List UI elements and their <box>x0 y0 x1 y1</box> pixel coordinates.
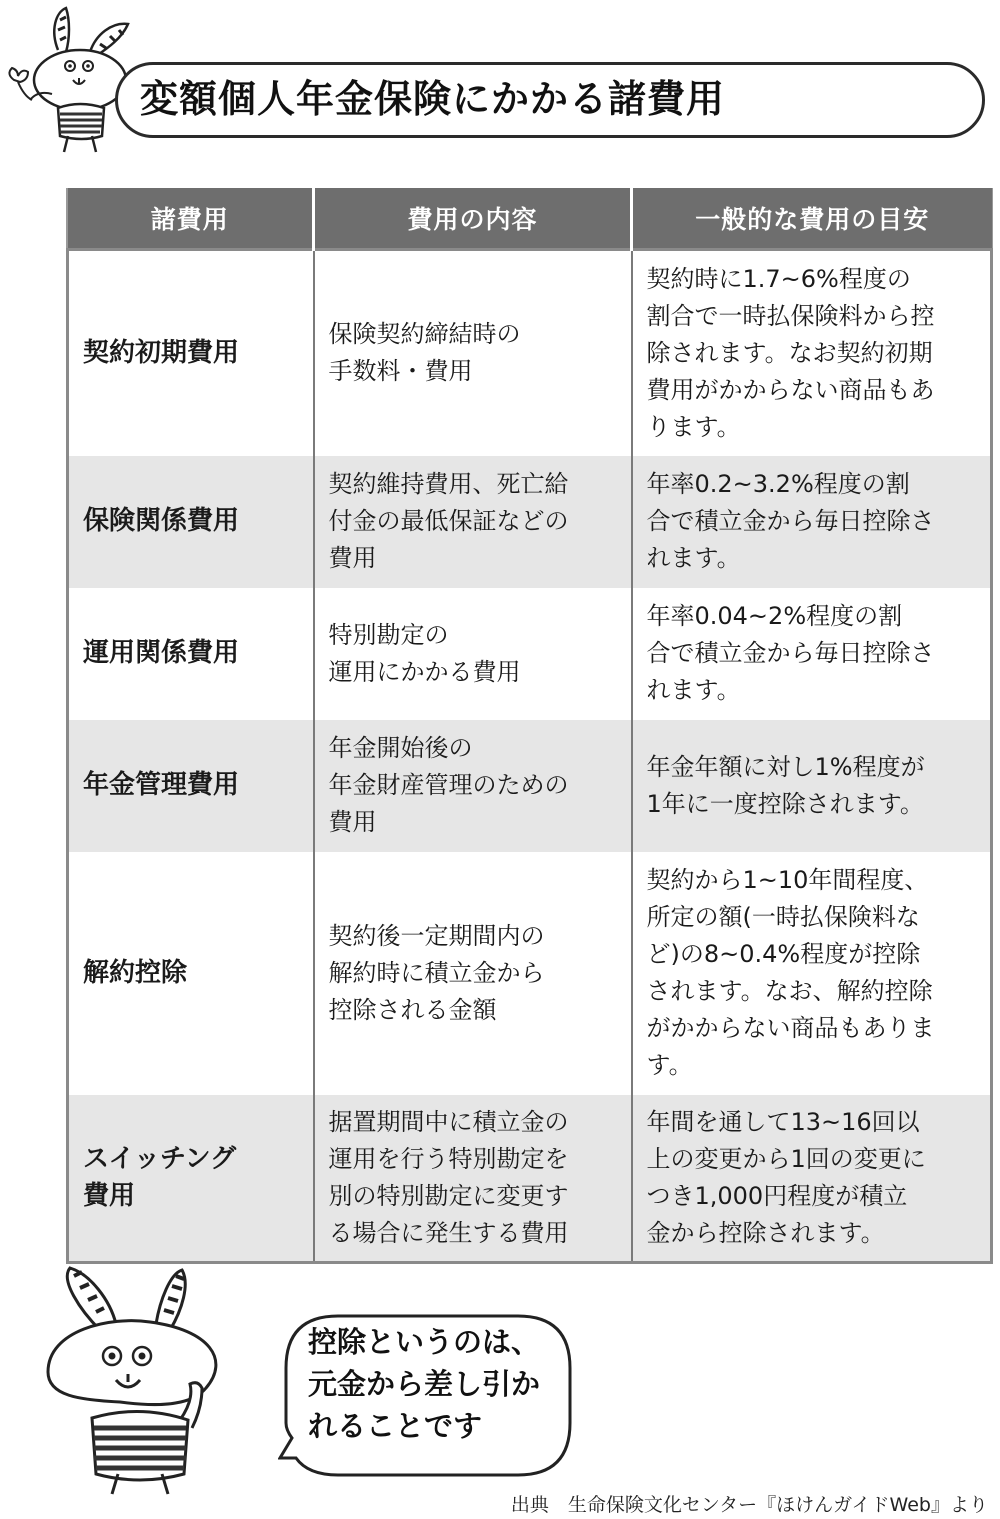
table-row <box>68 1095 992 1263</box>
table-row <box>68 250 992 456</box>
cost-guide-cell: 契約から1~10年間程度、 所定の額(一時払保険料な ど)の8~0.4%程度が控除 されます。なお、解約控除 がかからない商品もありま す。 <box>632 852 992 1095</box>
cost-name-cell: 解約控除 <box>68 852 314 1095</box>
cost-guide-cell: 年率0.04~2%程度の割 合で積立金から毎日控除さ れます。 <box>632 588 992 720</box>
costs-table <box>66 188 993 1264</box>
speech-bubble-text: 控除というのは、 元金から差し引か れることです <box>308 1325 541 1443</box>
cost-guide-cell: 契約時に1.7~6%程度の 割合で一時払保険料から控 除されます。なお契約初期 費用がかからない商品もあ ります。 <box>632 250 992 456</box>
header-cost-content: 費用の内容 <box>314 188 632 250</box>
cost-content-cell: 年金開始後の 年金財産管理のための 費用 <box>314 720 632 852</box>
table-row <box>68 720 992 852</box>
cost-name-cell: 年金管理費用 <box>68 720 314 852</box>
cost-content-cell: 据置期間中に積立金の 運用を行う特別勘定を 別の特別勘定に変更す る場合に発生する費用 <box>314 1095 632 1263</box>
header-cost-guide: 一般的な費用の目安 <box>632 188 992 250</box>
cost-content-cell: 契約維持費用、死亡給 付金の最低保証などの 費用 <box>314 456 632 588</box>
table-row <box>68 456 992 588</box>
cost-name-cell: 保険関係費用 <box>68 456 314 588</box>
cost-name-cell: 運用関係費用 <box>68 588 314 720</box>
cost-content-cell: 特別勘定の 運用にかかる費用 <box>314 588 632 720</box>
cost-guide-cell: 年間を通して13~16回以 上の変更から1回の変更に つき1,000円程度が積立 金から控除されます。 <box>632 1095 992 1263</box>
cost-guide-cell: 年金年額に対し1%程度が 1年に一度控除されます。 <box>632 720 992 852</box>
source-citation: 出典 生命保険文化センター『ほけんガイドWeb』より <box>510 1494 988 1516</box>
table-row <box>68 588 992 720</box>
cost-name-cell: 契約初期費用 <box>68 250 314 456</box>
cost-content-cell: 保険契約締結時の 手数料・費用 <box>314 250 632 456</box>
cost-guide-cell: 年率0.2~3.2%程度の割 合で積立金から毎日控除さ れます。 <box>632 456 992 588</box>
page-title: 変額個人年金保険にかかる諸費用 <box>140 77 726 121</box>
header-cost-name: 諸費用 <box>68 188 314 250</box>
rabbit-mascot-icon <box>30 1260 260 1505</box>
cost-name-cell: スイッチング 費用 <box>68 1095 314 1263</box>
table-row <box>68 852 992 1095</box>
table-header-row <box>68 188 992 250</box>
cost-content-cell: 契約後一定期間内の 解約時に積立金から 控除される金額 <box>314 852 632 1095</box>
